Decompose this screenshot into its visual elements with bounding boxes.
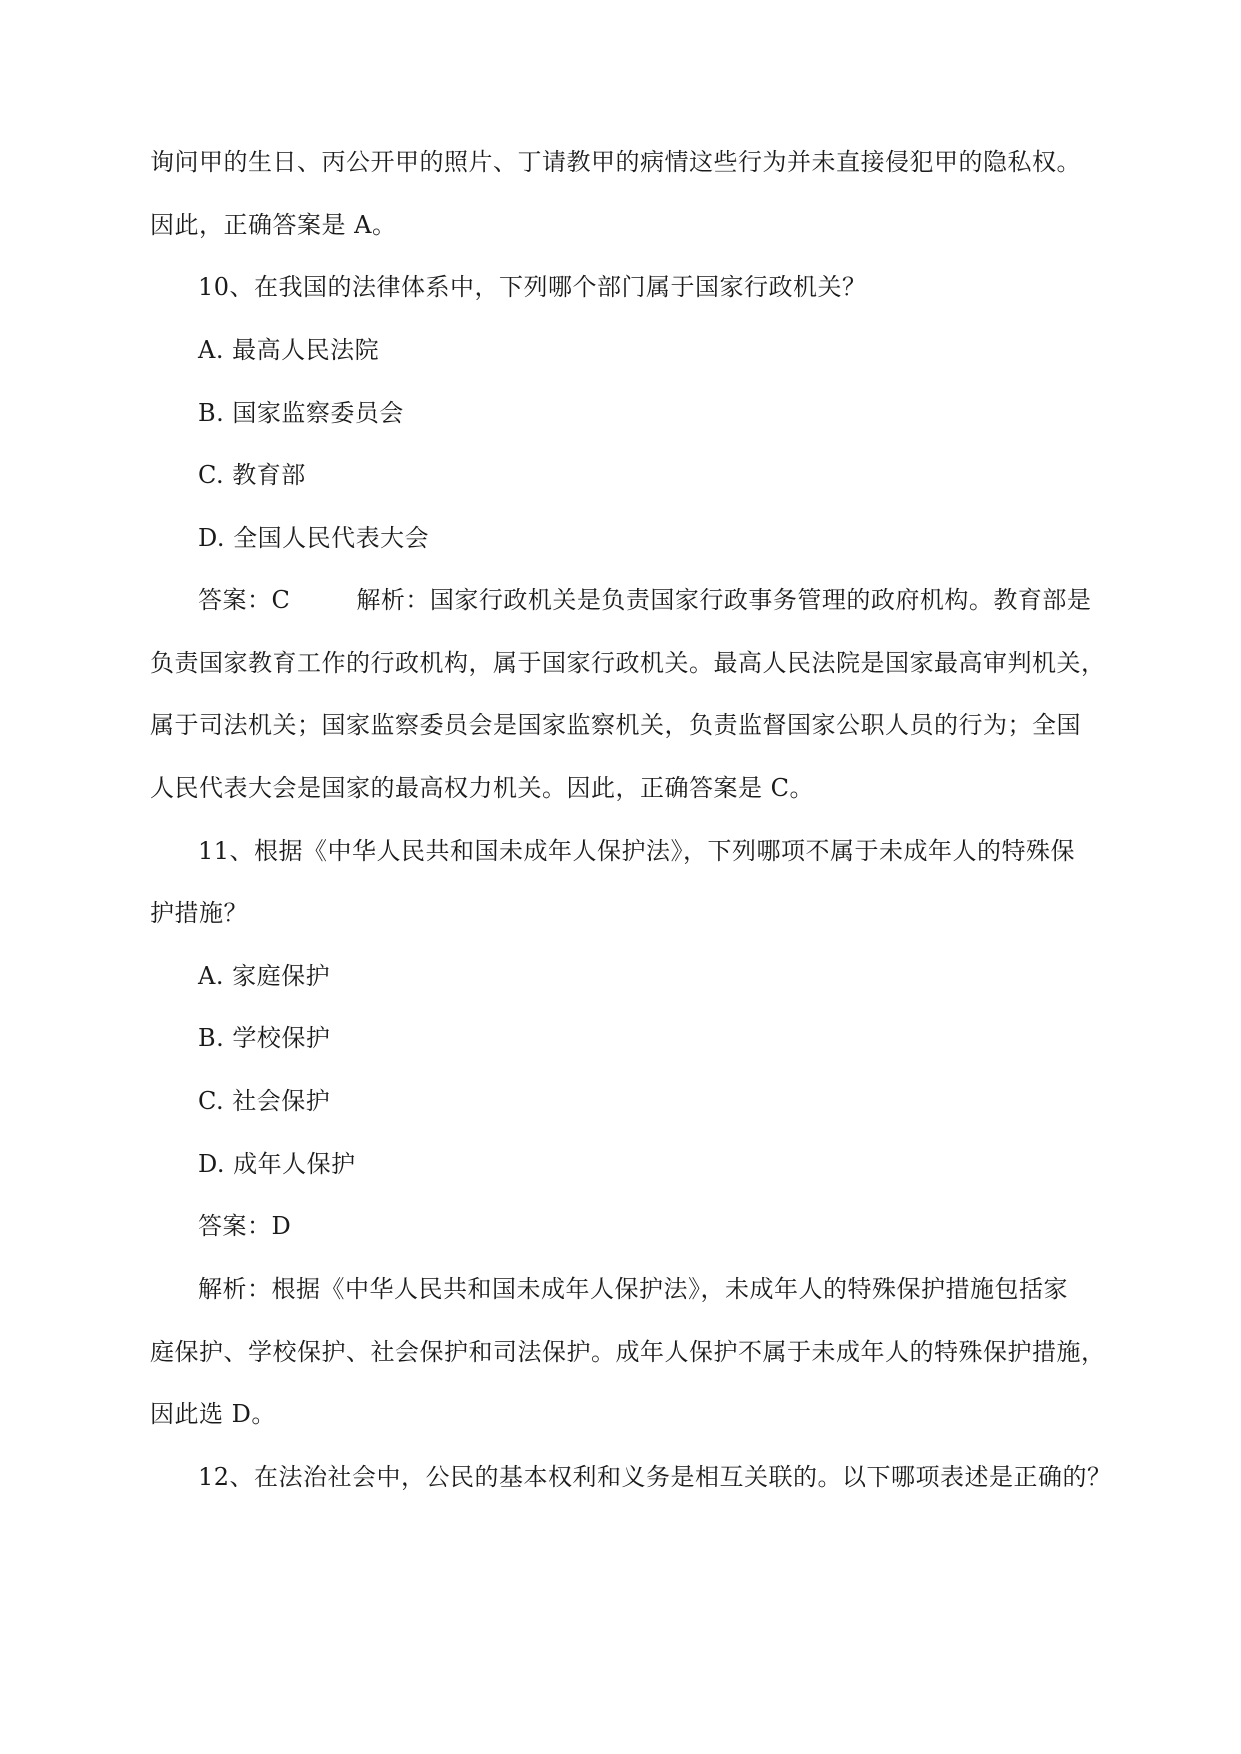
question-11-cont: 护措施？	[150, 899, 248, 927]
analysis-line: 属于司法机关；国家监察委员会是国家监察机关，负责监督国家公职人员的行为；全国	[150, 711, 1081, 739]
option-a: A. 最高人民法院	[198, 336, 380, 364]
analysis-line: 庭保护、学校保护、社会保护和司法保护。成年人保护不属于未成年人的特殊保护措施，	[150, 1338, 1106, 1366]
analysis-line: 因此选 D。	[150, 1400, 276, 1428]
option-b: B. 国家监察委员会	[198, 399, 404, 427]
analysis-line: 负责国家教育工作的行政机构，属于国家行政机关。最高人民法院是国家最高审判机关，	[150, 649, 1106, 677]
question-11: 11、根据《中华人民共和国未成年人保护法》，下列哪项不属于未成年人的特殊保	[198, 837, 1076, 865]
option-a: A. 家庭保护	[198, 962, 331, 990]
analysis-line: 解析：根据《中华人民共和国未成年人保护法》，未成年人的特殊保护措施包括家	[198, 1275, 1068, 1303]
answer-analysis-line	[198, 583, 1110, 617]
answer-label: 答案：C	[198, 586, 291, 614]
paragraph-line: 询问甲的生日、丙公开甲的照片、丁请教甲的病情这些行为并未直接侵犯甲的隐私权。	[150, 148, 1081, 176]
question-12: 12、在法治社会中，公民的基本权利和义务是相互关联的。以下哪项表述是正确的？	[198, 1463, 1112, 1491]
question-10: 10、在我国的法律体系中，下列哪个部门属于国家行政机关？	[198, 273, 867, 301]
option-d: D. 成年人保护	[198, 1150, 356, 1178]
option-c: C. 教育部	[198, 461, 306, 489]
paragraph-line: 因此，正确答案是 A。	[150, 211, 397, 239]
analysis-text: 解析：国家行政机关是负责国家行政事务管理的政府机构。教育部是	[356, 586, 1092, 614]
analysis-line: 人民代表大会是国家的最高权力机关。因此，正确答案是 C。	[150, 774, 814, 802]
option-b: B. 学校保护	[198, 1024, 331, 1052]
answer-label: 答案：D	[198, 1212, 292, 1240]
option-c: C. 社会保护	[198, 1087, 331, 1115]
option-d: D. 全国人民代表大会	[198, 524, 430, 552]
